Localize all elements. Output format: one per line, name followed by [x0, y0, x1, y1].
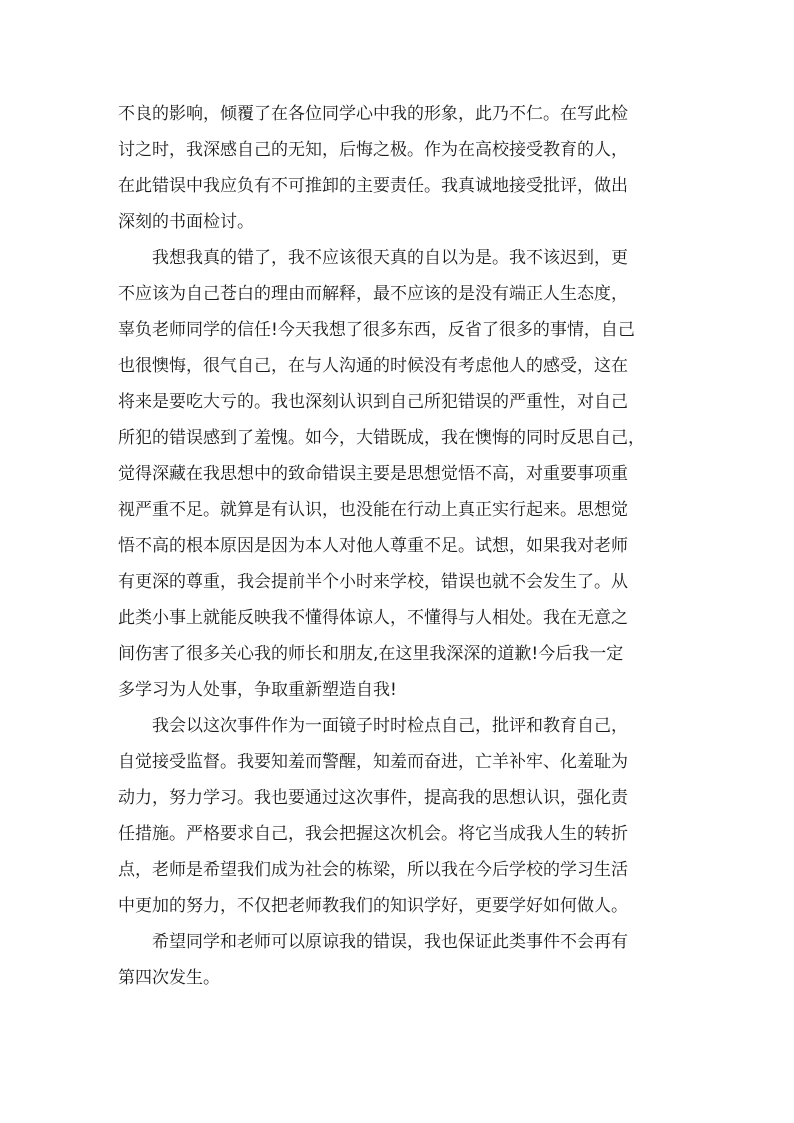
paragraph-line: 觉得深藏在我思想中的致命错误主要是思想觉悟不高，对重要事项重 — [118, 464, 628, 484]
paragraph-line: 所犯的错误感到了羞愧。如今，大错既成，我在懊悔的同时反思自己， — [118, 428, 645, 448]
paragraph-line: 动力，努力学习。我也要通过这次事件，提高我的思想认识，强化责 — [118, 788, 628, 808]
paragraph-1 — [118, 96, 678, 240]
paragraph-line: 有更深的尊重，我会提前半个小时来学校，错误也就不会发生了。从 — [118, 572, 628, 592]
paragraph-line: 讨之时，我深感自己的无知，后悔之极。作为在高校接受教育的人， — [118, 140, 628, 160]
paragraph-line: 将来是要吃大亏的。我也深刻认识到自己所犯错误的严重性，对自己 — [118, 392, 628, 412]
paragraph-line: 视严重不足。就算是有认识，也没能在行动上真正实行起来。思想觉 — [118, 500, 628, 520]
paragraph-first-line: 我会以这次事件作为一面镜子时时检点自己，批评和教育自己， — [152, 716, 628, 736]
paragraph-line: 间伤害了很多关心我的师长和朋友,在这里我深深的道歉!今后我一定 — [118, 644, 624, 664]
paragraph-line: 也很懊悔，很气自己，在与人沟通的时候没有考虑他人的感受，这在 — [118, 356, 628, 376]
paragraph-4 — [118, 924, 678, 996]
paragraph-2 — [118, 240, 678, 708]
paragraph-line: 深刻的书面检讨。 — [118, 212, 254, 232]
paragraph-line: 不良的影响，倾覆了在各位同学心中我的形象，此乃不仁。在写此检 — [118, 104, 628, 124]
paragraph-line: 点，老师是希望我们成为社会的栋梁，所以我在今后学校的学习生活 — [118, 860, 628, 880]
paragraph-line: 不应该为自己苍白的理由而解释，最不应该的是没有端正人生态度， — [118, 284, 628, 304]
paragraph-line: 在此错误中我应负有不可推卸的主要责任。我真诚地接受批评，做出 — [118, 176, 628, 196]
paragraph-first-line: 希望同学和老师可以原谅我的错误，我也保证此类事件不会再有 — [152, 932, 628, 952]
paragraph-line: 自觉接受监督。我要知羞而警醒，知羞而奋进，亡羊补牢、化羞耻为 — [118, 752, 628, 772]
paragraph-line: 此类小事上就能反映我不懂得体谅人，不懂得与人相处。我在无意之 — [118, 608, 628, 628]
paragraph-line: 中更加的努力，不仅把老师教我们的知识学好，更要学好如何做人。 — [118, 896, 628, 916]
document-body — [118, 96, 678, 996]
paragraph-3 — [118, 708, 678, 924]
paragraph-line: 第四次发生。 — [118, 968, 220, 988]
paragraph-line: 任措施。严格要求自己，我会把握这次机会。将它当成我人生的转折 — [118, 824, 628, 844]
paragraph-line: 多学习为人处事，争取重新塑造自我! — [118, 680, 397, 700]
paragraph-line: 辜负老师同学的信任!今天我想了很多东西，反省了很多的事情，自己 — [118, 320, 635, 340]
paragraph-first-line: 我想我真的错了，我不应该很天真的自以为是。我不该迟到，更 — [152, 248, 628, 268]
paragraph-line: 悟不高的根本原因是因为本人对他人尊重不足。试想，如果我对老师 — [118, 536, 628, 556]
